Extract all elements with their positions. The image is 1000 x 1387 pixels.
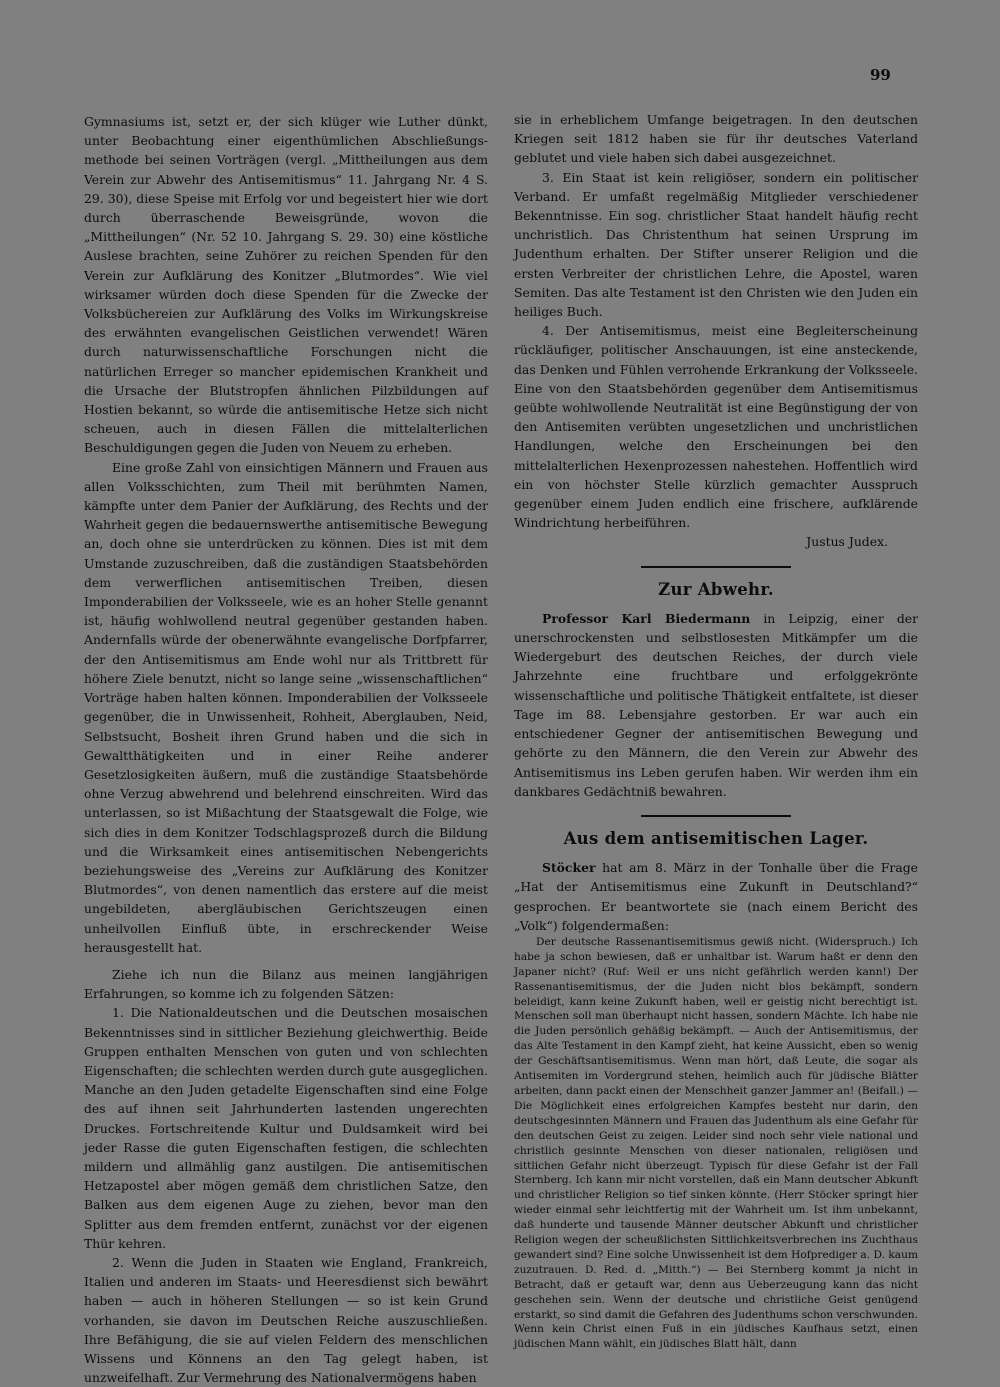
abwehr-paragraph [514, 609, 918, 801]
point-3-paragraph: 3. Ein Staat ist kein religiöser, sondern ein politischer Verband. Er umfaßt regelmäßig Mitglieder verschiedener Bekenntnisse. Ein sog. christlicher Staat handelt häufig recht unchristlich. Das Christenthum hat seinen Ursprung im Judenthum erhalten. Der Stifter unserer Religion und die ersten Verbreiter der christlichen Lehre, die Apostel, waren Semiten. Das alte Testament ist den Christen wie den Juden ein heiliges Buch. [514, 169, 918, 320]
left-paragraph: Ziehe ich nun die Bilanz aus meinen langjährigen Erfahrungen, so komme ich zu folgenden Sätzen: [84, 966, 488, 1002]
left-paragraph: 2. Wenn die Juden in Staaten wie England, Frankreich, Italien und anderen im Staats- und Heeresdienst sich bewährt haben — auch in höheren Stellungen — so ist kein Grund vorhanden, sie davon im Deutschen Reiche auszuschließen. Ihre Befähigung, die sie auf vielen Feldern des menschlichen Wissens und Könnens an den Tag gelegt haben, ist unzweifelhaft. Zur Vermehrung des Nationalvermögens haben [84, 1254, 488, 1386]
left-paragraph: 1. Die Nationaldeutschen und die Deutschen mosaischen Bekenntnisses sind in sittlicher Beziehung gleichwerthig. Beide Gruppen enthalten Menschen von guten und von schlechten Eigenschaften; die schlechten werden durch gute ausgeglichen. Manche an den Juden getadelte Eigenschaften sind eine Folge des auf ihnen seit Jahrhunderten lastenden ungerechten Druckes. Fortschreitende Kultur und Duldsamkeit wird bei jeder Rasse die guten Eigenschaften festigen, die schlechten mildern und allmählig ganz austilgen. Die antisemitischen Hetzapostel aber mögen gemäß dem christlichen Satze, den Balken aus dem eigenen Auge zu ziehen, bevor man den Splitter aus dem fremden entfernt, zunächst vor der eigenen Thür kehren. [84, 1005, 488, 1251]
continuation-paragraph: sie in erheblichem Umfange beigetragen. In den deutschen Kriegen seit 1812 haben sie für ihr deutsches Vaterland geblutet und viele haben sich dabei ausgezeichnet. [514, 112, 918, 166]
abwehr-name: Professor Karl Biedermann [542, 610, 751, 626]
abwehr-body: in Leipzig, einer der unerschrockensten und selbstlosesten Mitkämpfer um die Wiedergeburt des deutschen Reiches, der durch viele Jahrzehnte eine fruchtbare und erfolggekrönte wissenschaftliche und politische Thätigkeit entfaltete, ist dieser Tage im 88. Lebensjahre gestorben. Er war auch ein entschiedener Gegner der antisemitischen Bewegung und gehörte zu den Männern, die den Verein zur Abwehr des Antisemitismus ins Leben gerufen haben. Wir werden ihm ein dankbares Gedächtniß bewahren. [514, 610, 919, 799]
section-divider [641, 566, 791, 568]
quote-paragraph: Der deutsche Rassenantisemitismus gewiß nicht. (Widerspruch.) Ich habe ja schon bewiesen, daß er unhaltbar ist. Warum haßt er denn den Japaner nicht? (Ruf: Weil er uns nicht gefährlich werden kann!) Der Rassenantisemitismus, der die Juden nicht blos bekämpft, sondern beleidigt, kann keine Zukunft haben, weil er geistig nicht berechtigt ist. Menschen soll man überhaupt nicht hassen, sondern Mächte. Ich habe nie die Juden persönlich gehäßig bekämpft. — Auch der Antisemitismus, der das Alte Testament in den Kampf zieht, hat keine Aussicht, eben so wenig der Geschäftsantisemitismus. Wenn man hört, daß Leute, die sogar als Antisemiten im Vordergrund stehen, heimlich auch für jüdische Blätter arbeiten, dann packt einen der Menschheit ganzer Jammer an! (Beifall.) — Die Möglichkeit eines erfolgreichen Kampfes besteht nur darin, den deutschgesinnten Männern und Frauen das Judenthum als eine Gefahr für den deutschen Geist zu zeigen. Leider sind noch sehr viele national und christlich gesinnte Menschen von dieser nationalen, religiösen und sittlichen Gefahr nicht überzeugt. Typisch für diese Gefahr ist der Fall Sternberg. Ich kann mir nicht vorstellen, daß ein Mann deutscher Abkunft und christlicher Religion so tief sinken könnte. (Herr Stöcker springt hier wieder einmal sehr leichtfertig mit der Wahrheit um. Ist ihm unbekannt, daß hunderte und tausende Männer deutscher Abkunft und christlicher Religion wegen der scheußlichsten Sittlichkeitsverbrechen ins Zuchthaus gewandert sind? Eine solche Unwissenheit ist dem Hofprediger a. D. kaum zuzutrauen. D. Red. d. „Mitth.“) — Bei Sternberg kommt ja nicht in Betracht, daß er getauft war, denn aus Ueberzeugung kann das nicht geschehen sein. Wenn der deutsche und christliche Geist genügend erstarkt, so sind damit die Gefahren des Judenthums schon verschwunden. Wenn kein Christ einen Fuß in ein jüdisches Kaufhaus setzt, einen jüdischen Mann wählt, ein jüdisches Blatt hält, dann [514, 935, 918, 1351]
point-4-paragraph: 4. Der Antisemitismus, meist eine Begleiterscheinung rückläufiger, politischer Anschauungen, ist eine ansteckende, das Denken und Fühlen verrohende Erkrankung der Volksseele. Eine von den Staatsbehörden gegenüber dem Antisemitismus geübte wohlwollende Neutralität ist eine Begünstigung der von den Antisemiten verübten ungesetzlichen und unchristlichen Handlungen, welche den Erscheinungen bei den mittelalterlichen Hexenprozessen nahestehen. Hoffentlich wird ein von höchster Stelle kürzlich gemachter Ausspruch gegenüber einem Juden endlich eine frischere, aufklärende Windrichtung herbeiführen. [514, 323, 918, 531]
section-heading-abwehr: Zur Abwehr. [658, 579, 774, 599]
lager-body: hat am 8. März in der Tonhalle über die Frage „Hat der Antisemitismus eine Zukunft in Deutschland?“ gesprochen. Er beantwortete sie (nach einem Bericht des „Volk“) folgendermaßen: [514, 860, 918, 933]
left-paragraph: Gymnasiums ist, setzt er, der sich klüger wie Luther dünkt, unter Beobachtung einer eigenthümlichen Abschließungs-methode bei seinen Vorträgen (vergl. „Mittheilungen aus dem Verein zur Abwehr des Antisemitismus“ 11. Jahrgang Nr. 4 S. 29. 30), diese Speise mit Erfolg vor und begeistert hier wie dort durch überraschende Beweisgründe, wovon die „Mittheilungen“ (Nr. 52 10. Jahrgang S. 29. 30) eine köstliche Auslese brachten, seine Zuhörer zu reichen Spenden für den Verein zur Aufklärung des Konitzer „Blutmordes“. Wie viel wirksamer würden doch diese Spenden für die Zwecke der Volksbüchereien zur Aufklärung des Volks im Wirkungskreise des erwähnten evangelischen Geistlichen verwendet! Wären durch naturwissenschaftliche Forschungen nicht die natürlichen Erreger so mancher epidemischen Krankheit und die Ursache der Blutstropfen ähnlichen Pilzbildungen auf Hostien bekannt, so würde die antisemitische Hetze sich nicht scheuen, auch in diesen Fällen die mittelalterlichen Beschuldigungen gegen die Juden von Neuem zu erheben. [84, 114, 488, 456]
quote-block [514, 935, 918, 1352]
section-divider [641, 815, 791, 817]
page-number: 99 [870, 66, 891, 84]
lager-paragraph [514, 858, 918, 935]
lager-name: Stöcker [542, 860, 596, 876]
right-column [514, 110, 918, 1352]
signature: Justus Judex. [806, 534, 888, 550]
section-heading-lager: Aus dem antisemitischen Lager. [563, 828, 869, 848]
left-paragraph: Eine große Zahl von einsichtigen Männern und Frauen aus allen Volksschichten, zum Theil mit berühmten Namen, kämpfte unter dem Panier der Aufklärung, des Rechts und der Wahrheit gegen die bedauernswerthe antisemitische Bewegung an, doch ohne sie unterdrücken zu können. Dies ist mit dem Umstande zuzuschreiben, daß die zuständigen Staatsbehörden dem verwerflichen antisemitischen Treiben, diesen Imponderabilien der Volksseele, wie es an hoher Stelle genannt ist, häufig wohlwollend neutral gegenüber gestanden haben. Andernfalls würde der obenerwähnte evangelische Dorfpfarrer, der den Antisemitismus am Ende wohl nur als Trittbrett für höhere Ziele benutzt, nicht so lange seine „wissenschaftlichen“ Vorträge haben halten können. Imponderabilien der Volksseele gegenüber, die in Unwissenheit, Rohheit, Aberglauben, Neid, Selbstsucht, Bosheit ihren Grund haben und die sich in Gewaltthätigkeiten und in einer Reihe anderer Gesetzlosigkeiten äußern, muß die zuständige Staatsbehörde ohne Verzug abwehrend und belehrend einschreiten. Wird das unterlassen, so ist Mißachtung der Staatsgewalt die Folge, wie sich dies in dem Konitzer Todschlagsprozeß durch die Bildung und die Wirksamkeit eines antisemitischen Nebengerichts beziehungsweise des „Vereins zur Aufklärung des Konitzer Blutmordes“, von denen namentlich das erstere auf die meist ungebildeten, abergläubischen Gerichtszeugen einen unheilvollen Einfluß übte, in erschreckender Weise herausgestellt hat. [84, 459, 488, 955]
left-column [84, 112, 488, 1387]
